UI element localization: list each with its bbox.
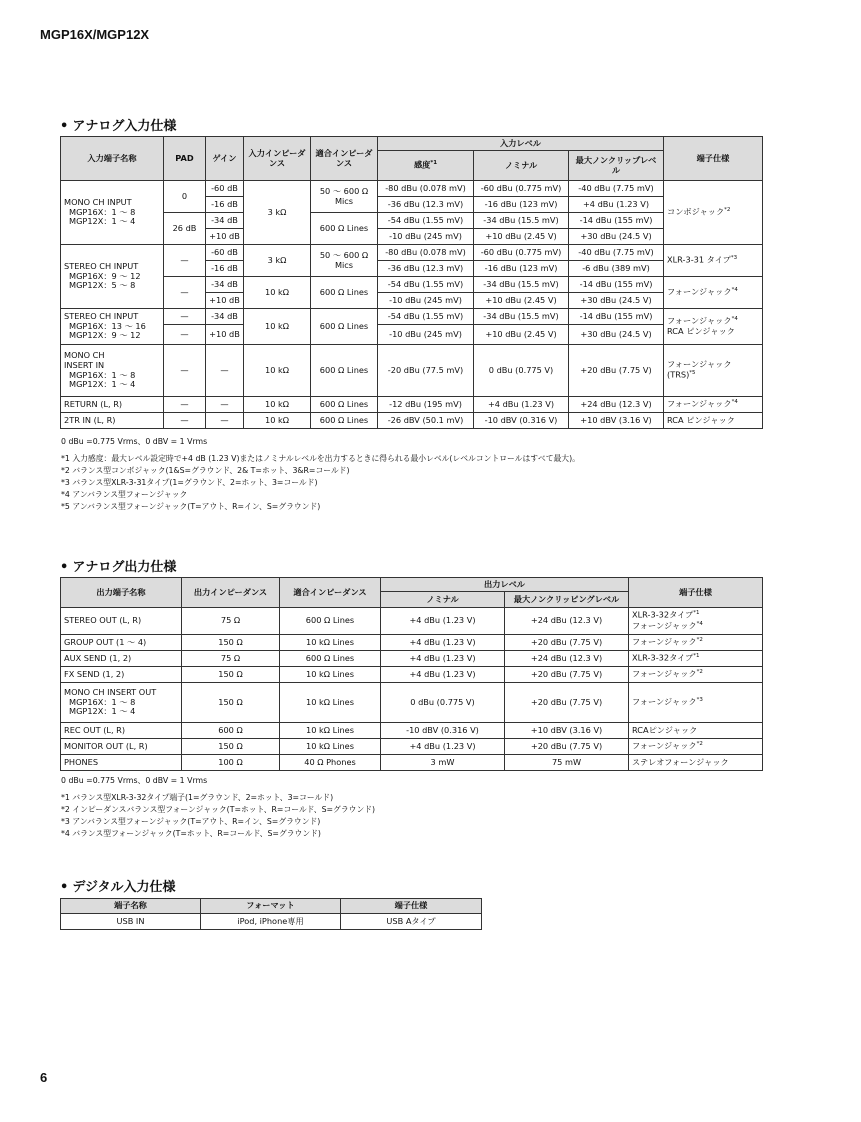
digital-input-table [60,898,482,930]
row-name-text: MONO CH INSERT OUT [64,686,157,697]
row-name-line: MGP12X：9 ～ 12 [69,330,141,341]
pad-value: — [164,397,206,413]
gain-value: -34 dB [206,309,244,325]
out-load-value: 600 Ω Lines [280,651,381,667]
max-value: +4 dBu (1.23 V) [569,197,664,213]
gain-value: — [206,345,244,397]
sensitivity-value: -54 dBu (1.55 mV) [378,277,474,293]
analog-output-notes [61,775,375,840]
out-max-value: +20 dBu (7.75 V) [505,739,629,755]
note-ref: *3 [696,697,703,704]
out-connector-value [629,651,763,667]
row-name-mono-ch-input [61,181,164,245]
sensitivity-value: -36 dBu (12.3 mV) [378,261,474,277]
pad-value: 26 dB [164,213,206,245]
out-load-value: 10 kΩ Lines [280,739,381,755]
gain-value: -34 dB [206,277,244,293]
sensitivity-value: -36 dBu (12.3 mV) [378,197,474,213]
row-name-text: INSERT IN [64,359,105,370]
connector-text: XLR-3-32タイプ [632,652,694,663]
analog-output-table [60,577,763,771]
note-line: *1 バランス型XLR-3-32タイプ端子(1=グラウンド、2=ホット、3=コールド) [61,793,334,802]
input-impedance-value: 10 kΩ [244,309,311,345]
load-impedance-value: 50 ～ 600 Ω Mics [311,181,378,213]
note-ref: *4 [731,287,738,294]
header-gain: ゲイン [206,137,244,181]
header-load-impedance: 適合インピーダンス [311,137,378,181]
nominal-value: -60 dBu (0.775 mV) [474,245,569,261]
gain-value: -16 dB [206,261,244,277]
note-ref: *4 [731,399,738,406]
load-impedance-value: 600 Ω Lines [311,345,378,397]
note-line: *2 バランス型コンボジャック(1&S=グラウンド、2& T=ホット、3&R=コールド) [61,466,350,475]
bullet-icon: • [60,880,69,895]
out-impedance-value: 150 Ω [182,635,280,651]
note-ref: *5 [689,370,696,377]
connector-text: XLR-3-32タイプ [632,610,694,621]
out-connector-value [629,667,763,683]
pad-value: — [164,325,206,345]
pad-value: — [164,277,206,309]
row-name-2tr-in: 2TR IN (L, R) [61,413,164,429]
out-load-value: 10 kΩ Lines [280,635,381,651]
nominal-value: 0 dBu (0.775 V) [474,345,569,397]
connector-value [664,345,763,397]
note-ref: *3 [730,255,738,262]
out-row-name: GROUP OUT (1 ～ 4) [61,635,182,651]
analog-input-table [60,136,763,429]
max-value: +30 dBu (24.5 V) [569,293,664,309]
out-nominal-value: +4 dBu (1.23 V) [381,739,505,755]
out-nominal-value: 0 dBu (0.775 V) [381,683,505,723]
input-impedance-value: 3 kΩ [244,245,311,277]
gain-value: -16 dB [206,197,244,213]
sensitivity-value: -54 dBu (1.55 mV) [378,309,474,325]
header-terminal: 出力端子名称 [61,578,182,608]
header-pad: PAD [164,137,206,181]
note-ref: *2 [696,637,703,644]
row-name-mono-ch-insert-in [61,345,164,397]
bullet-icon: • [60,119,69,134]
row-name-line: MGP12X：5 ～ 8 [69,280,136,291]
gain-value: -60 dB [206,245,244,261]
nominal-value: -16 dBu (123 mV) [474,197,569,213]
header-terminal: 入力端子名称 [61,137,164,181]
sensitivity-value: -10 dBu (245 mV) [378,325,474,345]
header-output-level: 出力レベル [381,578,629,592]
row-name-line: MGP12X：1 ～ 4 [69,706,136,717]
header-connector: 端子仕様 [664,137,763,181]
header-input-impedance: 入力インピーダンス [244,137,311,181]
sensitivity-value: -20 dBu (77.5 mV) [378,345,474,397]
row-name-line: MGP16X：13 ～ 16 [69,320,146,331]
load-impedance-value: 50 ～ 600 Ω Mics [311,245,378,277]
header-max: 最大ノンクリップレベル [569,151,664,181]
connector-text: フォーンジャック [632,740,697,751]
bullet-icon: • [60,560,69,575]
row-name-line: MGP16X：1 ～ 8 [69,369,136,380]
out-row-name: MONITOR OUT (L, R) [61,739,182,755]
pad-value: — [164,345,206,397]
connector-text: XLR-3-31 タイプ [667,254,731,265]
max-value: -14 dBu (155 mV) [569,213,664,229]
note-ref: *1 [430,160,438,167]
note-line: *2 インピーダンスバランス型フォーンジャック(T=ホット、R=コールド、S=グラウンド) [61,805,376,814]
nominal-value: -60 dBu (0.775 mV) [474,181,569,197]
page-number: 6 [40,1070,48,1085]
connector-text: フォーンジャック [667,316,732,327]
header-load-impedance: 適合インピーダンス [280,578,381,608]
nominal-value: -34 dBu (15.5 mV) [474,309,569,325]
note-line: *5 アンバランス型フォーンジャック(T=アウト、R=イン、S=グラウンド) [61,502,321,511]
row-name-stereo-ch-input [61,245,164,309]
sensitivity-value: -80 dBu (0.078 mV) [378,181,474,197]
digital-connector-value: USB Aタイプ [341,914,482,930]
note-ref: *1 [693,610,700,617]
out-impedance-value: 600 Ω [182,723,280,739]
nominal-value: -10 dBV (0.316 V) [474,413,569,429]
header-terminal: 端子名称 [61,899,201,914]
row-name-stereo-ch-input-2 [61,309,164,345]
header-input-level: 入力レベル [378,137,664,151]
out-row-name: STEREO OUT (L, R) [61,608,182,635]
row-name-return: RETURN (L, R) [61,397,164,413]
max-value: +30 dBu (24.5 V) [569,229,664,245]
sensitivity-value: -10 dBu (245 mV) [378,229,474,245]
pad-value: — [164,309,206,325]
out-impedance-value: 150 Ω [182,739,280,755]
gain-value: — [206,397,244,413]
row-name-text: MONO CH INPUT [64,196,132,207]
header-connector: 端子仕様 [629,578,763,608]
nominal-value: -34 dBu (15.5 mV) [474,213,569,229]
max-value: +30 dBu (24.5 V) [569,325,664,345]
nominal-value: +4 dBu (1.23 V) [474,397,569,413]
sensitivity-value: -26 dBV (50.1 mV) [378,413,474,429]
out-row-name: REC OUT (L, R) [61,723,182,739]
out-max-value: +20 dBu (7.75 V) [505,635,629,651]
max-value: +24 dBu (12.3 V) [569,397,664,413]
max-value: -40 dBu (7.75 mV) [569,245,664,261]
out-connector-value [629,739,763,755]
out-connector-value: ステレオフォーンジャック [629,755,763,771]
header-connector: 端子仕様 [341,899,482,914]
out-max-value: 75 mW [505,755,629,771]
digital-format-value: iPod, iPhone専用 [201,914,341,930]
out-nominal-value: +4 dBu (1.23 V) [381,608,505,635]
note-ref: *1 [693,653,700,660]
sensitivity-value: -54 dBu (1.55 mV) [378,213,474,229]
connector-text: フォーンジャック [667,286,732,297]
digital-input-title-text: デジタル入力仕様 [72,880,176,895]
input-impedance-value: 10 kΩ [244,345,311,397]
connector-text: コンボジャック [667,206,725,217]
nominal-value: -16 dBu (123 mV) [474,261,569,277]
load-impedance-value: 600 Ω Lines [311,309,378,345]
out-impedance-value: 150 Ω [182,683,280,723]
connector-value [664,397,763,413]
note-ref: *4 [731,316,738,323]
input-impedance-value: 3 kΩ [244,181,311,245]
gain-value: -60 dB [206,181,244,197]
header-format: フォーマット [201,899,341,914]
note-ref: *2 [696,669,703,676]
out-impedance-value: 75 Ω [182,651,280,667]
out-max-value: +24 dBu (12.3 V) [505,651,629,667]
note-line: 0 dBu =0.775 Vrms、0 dBV = 1 Vrms [61,776,208,785]
nominal-value: +10 dBu (2.45 V) [474,293,569,309]
connector-text: (TRS) [667,369,690,380]
note-ref: *2 [696,741,703,748]
out-connector-value [629,635,763,651]
analog-output-title [60,556,176,575]
pad-value: — [164,245,206,277]
row-name-line: MGP12X：1 ～ 4 [69,216,136,227]
connector-value [664,277,763,309]
model-name: MGP16X/MGP12X [40,27,150,42]
max-value: -14 dBu (155 mV) [569,277,664,293]
sensitivity-value: -10 dBu (245 mV) [378,293,474,309]
load-impedance-value: 600 Ω Lines [311,397,378,413]
note-line: *3 アンバランス型フォーンジャック(T=アウト、R=イン、S=グラウンド) [61,817,321,826]
load-impedance-value: 600 Ω Lines [311,277,378,309]
row-name-line: MGP16X：9 ～ 12 [69,270,141,281]
header-sensitivity [378,151,474,181]
out-impedance-value: 75 Ω [182,608,280,635]
out-connector-value: RCAピンジャック [629,723,763,739]
digital-input-title [60,876,176,895]
out-load-value: 10 kΩ Lines [280,723,381,739]
note-line: 0 dBu =0.775 Vrms、0 dBV = 1 Vrms [61,437,208,446]
input-impedance-value: 10 kΩ [244,277,311,309]
out-connector-value [629,683,763,723]
out-max-value: +10 dBV (3.16 V) [505,723,629,739]
row-name-text: MONO CH [64,349,105,360]
sensitivity-value: -80 dBu (0.078 mV) [378,245,474,261]
gain-value: — [206,413,244,429]
note-line: *1 入力感度：最大レベル設定時で+4 dB (1.23 V)またはノミナルレベルを出力するときに得られる最小レベル(レベルコントロールはすべて最大)。 [61,454,580,463]
connector-text: フォーンジャック [632,668,697,679]
row-name-line: MGP16X：1 ～ 8 [69,206,136,217]
note-ref: *2 [724,207,731,214]
header-sensitivity-text: 感度 [413,159,431,170]
note-line: *4 バランス型フォーンジャック(T=ホット、R=コールド、S=グラウンド) [61,829,321,838]
out-row-name [61,683,182,723]
connector-text: フォーンジャック [632,636,697,647]
input-impedance-value: 10 kΩ [244,397,311,413]
analog-input-title [60,115,176,134]
digital-row-name: USB IN [61,914,201,930]
max-value: +10 dBV (3.16 V) [569,413,664,429]
analog-input-notes [61,436,580,513]
pad-value: — [164,413,206,429]
out-row-name: PHONES [61,755,182,771]
connector-text: RCA ピンジャック [667,325,735,336]
out-connector-value [629,608,763,635]
out-load-value: 600 Ω Lines [280,608,381,635]
out-row-name: FX SEND (1, 2) [61,667,182,683]
out-nominal-value: -10 dBV (0.316 V) [381,723,505,739]
connector-value [664,245,763,277]
header-output-impedance: 出力インピーダンス [182,578,280,608]
out-nominal-value: 3 mW [381,755,505,771]
max-value: +20 dBu (7.75 V) [569,345,664,397]
connector-value [664,309,763,345]
load-impedance-value: 600 Ω Lines [311,213,378,245]
sensitivity-value: -12 dBu (195 mV) [378,397,474,413]
header-nominal: ノミナル [474,151,569,181]
out-max-value: +20 dBu (7.75 V) [505,667,629,683]
max-value: -6 dBu (389 mV) [569,261,664,277]
gain-value: -34 dB [206,213,244,229]
load-impedance-value: 600 Ω Lines [311,413,378,429]
connector-value: RCA ピンジャック [664,413,763,429]
out-nominal-value: +4 dBu (1.23 V) [381,635,505,651]
out-load-value: 10 kΩ Lines [280,667,381,683]
out-row-name: AUX SEND (1, 2) [61,651,182,667]
nominal-value: -34 dBu (15.5 mV) [474,277,569,293]
gain-value: +10 dB [206,229,244,245]
note-line: *4 アンバランス型フォーンジャック [61,490,188,499]
gain-value: +10 dB [206,293,244,309]
header-max: 最大ノンクリッピングレベル [505,592,629,608]
out-load-value: 10 kΩ Lines [280,683,381,723]
header-nominal: ノミナル [381,592,505,608]
note-ref: *4 [696,621,703,627]
out-load-value: 40 Ω Phones [280,755,381,771]
analog-output-title-text: アナログ出力仕様 [72,560,177,575]
connector-text: フォーンジャック [667,398,732,409]
note-line: *3 バランス型XLR-3-31タイプ(1=グラウンド、2=ホット、3=コールド) [61,478,318,487]
out-impedance-value: 100 Ω [182,755,280,771]
max-value: -40 dBu (7.75 mV) [569,181,664,197]
analog-input-title-text: アナログ入力仕様 [72,119,177,134]
nominal-value: +10 dBu (2.45 V) [474,325,569,345]
row-name-text: STEREO CH INPUT [64,260,139,271]
row-name-line: MGP16X：1 ～ 8 [69,696,136,707]
gain-value: +10 dB [206,325,244,345]
max-value: -14 dBu (155 mV) [569,309,664,325]
connector-text: フォーンジャック [667,359,732,370]
out-max-value: +20 dBu (7.75 V) [505,683,629,723]
connector-value [664,181,763,245]
nominal-value: +10 dBu (2.45 V) [474,229,569,245]
row-name-text: STEREO CH INPUT [64,310,139,321]
out-impedance-value: 150 Ω [182,667,280,683]
out-max-value: +24 dBu (12.3 V) [505,608,629,635]
connector-text: フォーンジャック [632,620,697,631]
out-nominal-value: +4 dBu (1.23 V) [381,651,505,667]
input-impedance-value: 10 kΩ [244,413,311,429]
out-nominal-value: +4 dBu (1.23 V) [381,667,505,683]
connector-text: フォーンジャック [632,696,697,707]
pad-value: 0 [164,181,206,213]
row-name-line: MGP12X：1 ～ 4 [69,379,136,390]
